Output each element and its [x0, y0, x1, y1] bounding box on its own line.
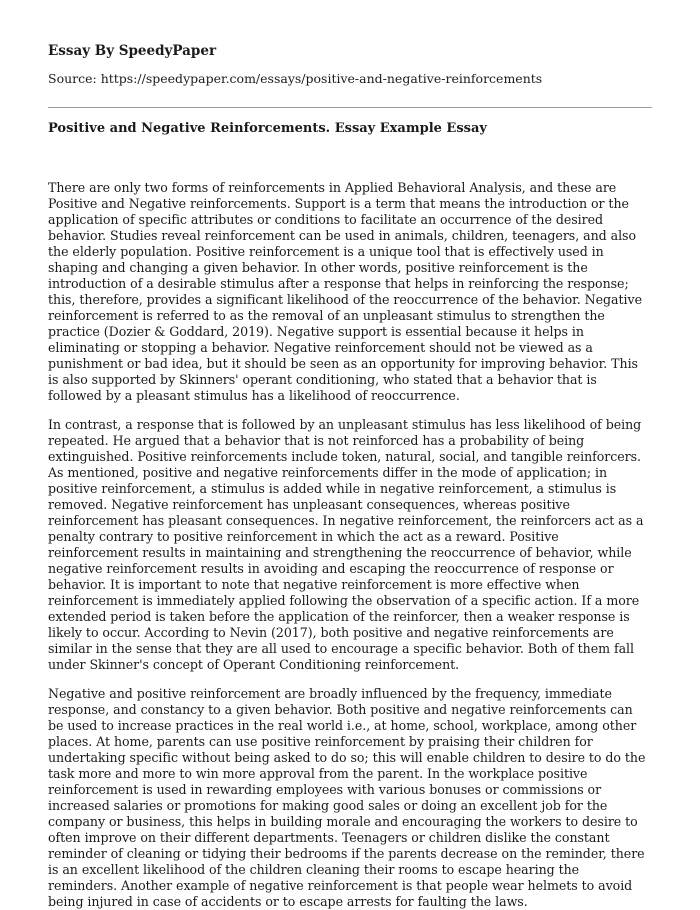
paragraph-1: There are only two forms of reinforcements in Applied Behavioral Analysis, and these are Positive and Negative reinforcements. Support is a term that means the introduction or the application of specific attributes or conditions to facilitate an occurrence of the desired behavior. Studies reveal reinforcement can be used in animals, children, teenagers, and also the elderly population. Positive reinforcement is a unique tool that is effectively used in shaping and changing a given behavior. In other words, positive reinforcement is the introduction of a desirable stimulus after a response that helps in reinforcing the response; this, therefore, provides a significant likelihood of the reoccurrence of the behavior. Negative reinforcement is referred to as the removal of an unpleasant stimulus to strengthen the practice (Dozier & Goddard, 2019). Negative support is essential because it helps in eliminating or stopping a behavior. Negative reinforcement should not be viewed as a punishment or bad idea, but it should be seen as an opportunity for improving behavior. This is also supported by Skinners' operant conditioning, who stated that a behavior that is followed by a pleasant stimulus has a likelihood of reoccurrence.	[48, 180, 642, 403]
source-url[interactable]: https://speedypaper.com/essays/positive-and-negative-reinforcements	[100, 71, 543, 86]
source-label: Source:	[48, 71, 101, 86]
paragraph-3: Negative and positive reinforcement are broadly influenced by the frequency, immediate response, and constancy to a given behavior. Both positive and negative reinforcements can be used to increase practices in the real world i.e., at home, school, workplace, among other places. At home, parents can use positive reinforcement by praising their children for undertaking specific without being asked to do so; this will enable children to desire to do the task more and more to win more approval from the parent. In the workplace positive reinforcement is used in rewarding employees with various bonuses or commissions or increased salaries or promotions for making good sales or doing an excellent job for the company or business, this helps in building morale and encouraging the workers to desire to often improve on their different departments. Teenagers or children dislike the constant reminder of cleaning or tidying their bedrooms if the parents decrease on the reminder, there is an excellent likelihood of the children cleaning their rooms to escape hearing the reminders. Another example of negative reinforcement is that people wear helmets to avoid being injured in case of accidents or to escape arrests for faulting the laws.	[48, 686, 646, 909]
source-line	[48, 70, 652, 87]
publisher-heading: Essay By SpeedyPaper	[48, 43, 217, 59]
paragraph-2: In contrast, a response that is followed by an unpleasant stimulus has less likelihood of being repeated. He argued that a behavior that is not reinforced has a probability of being extinguished. Positive reinforcements include token, natural, social, and tangible reinforcers. As mentioned, positive and negative reinforcements differ in the mode of application; in positive reinforcement, a stimulus is added while in negative reinforcement, a stimulus is removed. Negative reinforcement has unpleasant consequences, whereas positive reinforcement has pleasant consequences. In negative reinforcement, the reinforcers act as a penalty contrary to positive reinforcement in which the act as a reward. Positive reinforcement results in maintaining and strengthening the reoccurrence of behavior, while negative reinforcement results in avoiding and escaping the reoccurrence of response or behavior. It is important to note that negative reinforcement is more effective when reinforcement is immediately applied following the observation of a specific action. If a more extended period is taken before the application of the reinforcer, then a weaker response is likely to occur. According to Nevin (2017), both positive and negative reinforcements are similar in the sense that they are all used to encourage a specific behavior. Both of them fall under Skinner's concept of Operant Conditioning reinforcement.	[48, 417, 644, 672]
essay-title: Positive and Negative Reinforcements. Essay Example Essay	[48, 121, 487, 136]
header-divider	[48, 107, 652, 108]
essay-body	[48, 180, 652, 910]
